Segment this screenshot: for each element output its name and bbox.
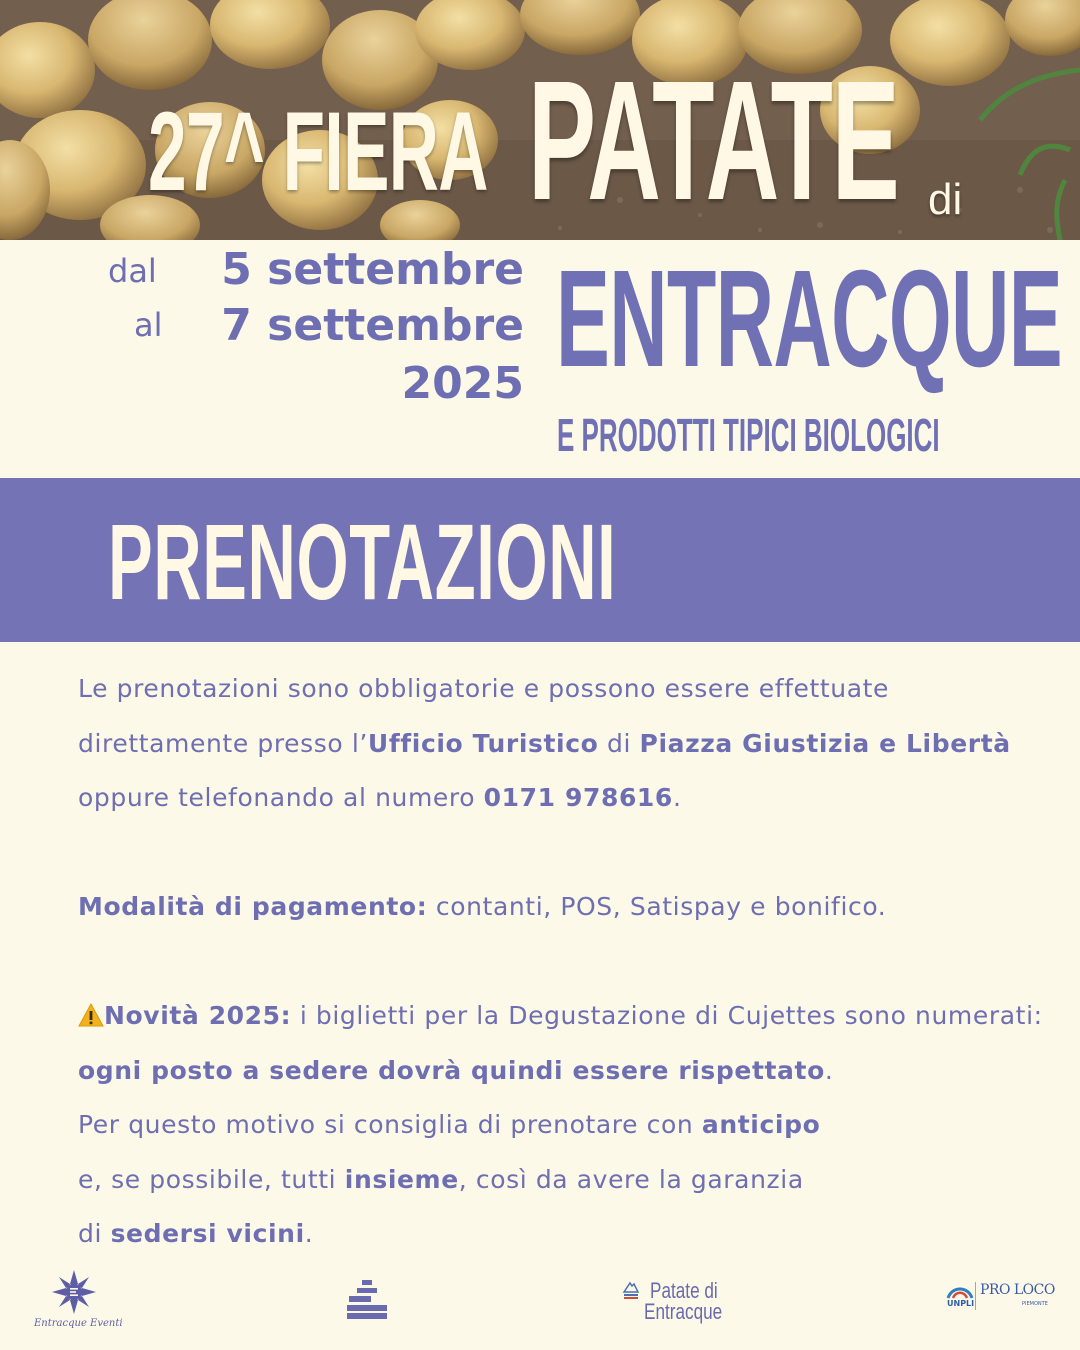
- text-span: di: [598, 728, 640, 758]
- body-text: [78, 662, 1053, 1262]
- square-name: Piazza Giustizia e Libertà: [639, 728, 1011, 758]
- hero-photo: [0, 0, 1080, 240]
- hero-title: [0, 0, 1080, 240]
- to-date: 7 settembre: [221, 300, 524, 351]
- text-span: Le prenotazioni sono obbligatorie e possono essere effettuate direttamente presso l’: [78, 674, 890, 758]
- year: 2025: [401, 358, 524, 409]
- phone-number: 0171 978616: [483, 783, 673, 812]
- proloco-label: PRO LOCO: [980, 1282, 1055, 1298]
- text-span: e, se possibile, tutti: [78, 1164, 345, 1194]
- text-span: di: [78, 1219, 111, 1248]
- text-span: .: [824, 1055, 834, 1085]
- text-span: Per questo motivo si consiglia di prenotare con: [78, 1110, 702, 1139]
- text-span: .: [672, 783, 682, 812]
- star-icon: [34, 1270, 118, 1316]
- edition-label: 27^ FIERA: [148, 89, 488, 214]
- in-advance: anticipo: [701, 1110, 821, 1139]
- from-word: dal: [108, 252, 157, 290]
- patate-logo: [622, 1280, 732, 1322]
- piemonte-label: PIEMONTE: [1022, 1301, 1048, 1307]
- text-span: oppure telefonando al numero: [78, 783, 484, 812]
- news-label: Novità 2025:: [104, 1001, 292, 1030]
- mountain-icon: [622, 1280, 640, 1300]
- together: insieme: [344, 1164, 459, 1194]
- stacked-bars-icon: [346, 1280, 388, 1320]
- patate-line2: Entracque: [644, 1299, 723, 1324]
- town-name: ENTRACQUE: [556, 242, 1063, 396]
- logo-divider: [975, 1282, 976, 1310]
- unpli-proloco-logo: [946, 1282, 1056, 1314]
- to-word: al: [134, 306, 163, 344]
- entracque-eventi-logo: [34, 1270, 123, 1330]
- seat-rule: ogni posto a sedere dovrà quindi essere rispettato: [78, 1055, 825, 1085]
- section-title: PRENOTAZIONI: [108, 501, 617, 622]
- text-span: , così da avere la garanzia: [458, 1164, 804, 1194]
- payment-paragraph: [78, 880, 1053, 935]
- headline-patate: PATATE: [528, 46, 899, 236]
- from-date: 5 settembre: [221, 244, 524, 295]
- news-paragraph: [78, 989, 1053, 1262]
- payment-methods: contanti, POS, Satispay e bonifico.: [427, 892, 887, 921]
- unpli-label: UNPLI: [947, 1299, 975, 1308]
- subtitle: E PRODOTTI TIPICI BIOLOGICI: [557, 409, 940, 461]
- warning-icon: [78, 1003, 104, 1027]
- patate-line1: Patate di: [650, 1278, 718, 1303]
- text-span: i biglietti per la Degustazione di Cujettes sono numerati:: [291, 1001, 1043, 1030]
- booking-paragraph: [78, 662, 1053, 826]
- entracque-eventi-caption: Entracque Eventi: [34, 1318, 123, 1329]
- stacked-bars-logo: [346, 1280, 388, 1320]
- headline-di: di: [928, 175, 963, 224]
- payment-label: Modalità di pagamento:: [78, 892, 428, 921]
- text-span: .: [304, 1219, 314, 1248]
- sit-close: sedersi vicini: [110, 1219, 305, 1248]
- tourist-office: Ufficio Turistico: [367, 728, 599, 758]
